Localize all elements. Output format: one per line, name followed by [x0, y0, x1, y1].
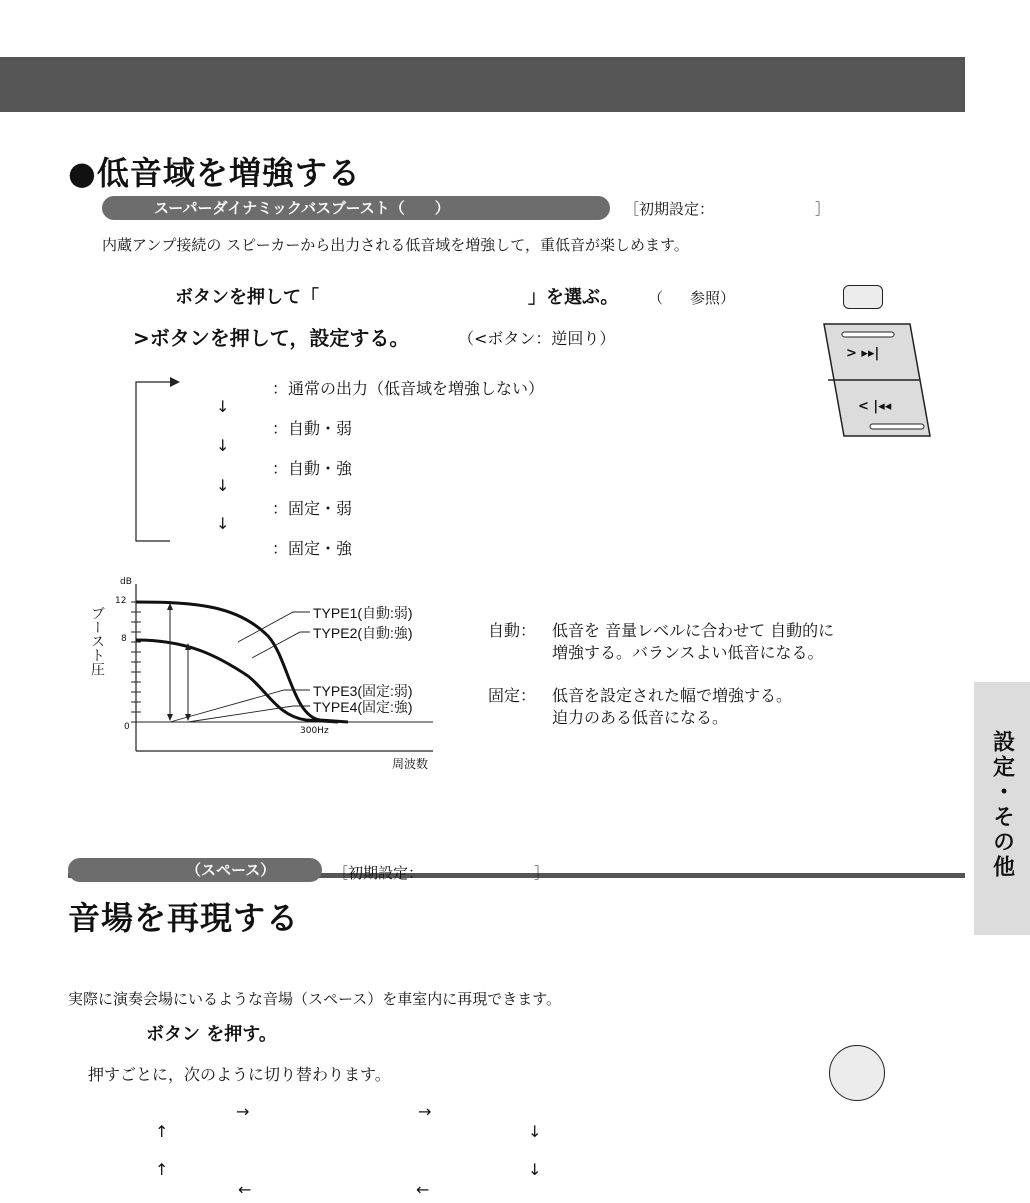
section-description-space: 実際に演奏会場にいるような音場（スペース）を車室内に再現できます。 [68, 990, 562, 1008]
cycle2-arrow-down-1: ↓ [528, 1122, 542, 1141]
cycle2-arrow-right-1: → [236, 1102, 250, 1121]
legend-type1: TYPE1(自動:弱) [313, 605, 413, 621]
y-tick-0: 0 [124, 722, 130, 732]
initial-setting-open: ［初期設定： [624, 200, 715, 218]
x-mark-300hz: 300Hz [300, 726, 329, 736]
y-axis-label: ブースト圧 [89, 606, 105, 676]
section-description-bass: 内蔵アンプ接続の スピーカーから出力される低音域を増強して，重低音が楽しめます。 [102, 236, 689, 254]
feature-pill-space [68, 858, 322, 882]
cycle2-arrow-right-2: → [418, 1102, 432, 1121]
cycle2-arrow-up-2: ↑ [155, 1160, 169, 1179]
space-button-icon [829, 1045, 885, 1101]
seek-buttons-illustration [818, 322, 933, 440]
step1-ref-open: （ [648, 289, 664, 307]
note-fixed-line2: 迫力のある低音になる。 [552, 708, 729, 727]
cycle-arrow: ↓ [216, 436, 230, 455]
legend-type4: TYPE4(固定:強) [313, 699, 413, 715]
leader-type1 [238, 612, 310, 642]
cycle2-arrow-left-2: ← [416, 1180, 430, 1199]
feature-pill-label: スーパーダイナミックバスブースト（ ） [154, 199, 450, 217]
note-auto-line1: 低音を 音量レベルに合わせて 自動的に [552, 621, 835, 640]
feature-pill-bass [102, 196, 610, 220]
note-fixed-term: 固定： [488, 686, 537, 705]
boost-curve-8db [136, 640, 338, 722]
y-tick-12: 12 [115, 596, 127, 606]
note-auto-line2: 増強する。バランスよい低音になる。 [552, 643, 824, 662]
step1-instruction-close: 」を選ぶ。 [528, 287, 619, 308]
initial-setting-close-2: ］ [534, 864, 550, 882]
initial-setting-close: ］ [815, 200, 831, 218]
y-tick-8: 8 [121, 634, 127, 644]
prev-button: < |◂◂ [858, 399, 892, 414]
cycle2-arrow-up-1: ↑ [155, 1122, 169, 1141]
cycle-arrow: ↓ [216, 397, 230, 416]
y-unit-label: dB [120, 577, 132, 587]
legend-type2: TYPE2(自動:強) [313, 625, 413, 641]
cycle-item-fixed-strong: ：固定・強 [272, 539, 353, 558]
cycle2-arrow-down-2: ↓ [528, 1160, 542, 1179]
cycle-item-auto-weak: ：自動・弱 [272, 419, 353, 438]
section-title-space: 音場を再現する [68, 899, 300, 937]
initial-setting-open-2: ［初期設定： [333, 864, 424, 882]
step1-sub-space: 押すごとに，次のように切り替わります。 [88, 1065, 391, 1084]
feature-pill-space-label: （スペース） [186, 861, 276, 879]
cycle-arrow: ↓ [216, 514, 230, 533]
function-button-icon [843, 285, 883, 309]
step2-note: （<ボタン：逆回り） [458, 329, 616, 348]
leader-type2 [252, 632, 310, 658]
cycle-item-normal: ：通常の出力（低音域を増強しない） [272, 379, 545, 398]
step1-instruction-space: ボタン を押す。 [146, 1024, 277, 1045]
cycle2-arrow-left-1: ← [238, 1180, 252, 1199]
cycle-item-fixed-weak: ：固定・弱 [272, 499, 353, 518]
cycle-item-auto-strong: ：自動・強 [272, 459, 353, 478]
next-button: > ▸▸| [846, 346, 880, 361]
leader-type4 [188, 706, 310, 722]
legend-type3: TYPE3(固定:弱) [313, 683, 413, 699]
section-title-bass: ●低音域を増強する [68, 154, 361, 192]
leader-type3 [170, 690, 310, 722]
side-tab-label: 設定・その他 [989, 730, 1015, 880]
x-axis-label: 周波数 [392, 757, 429, 771]
note-fixed-line1: 低音を設定された幅で増強する。 [552, 686, 793, 705]
header-bar [0, 57, 965, 112]
cycle-loop-line [130, 374, 180, 546]
cycle-arrow: ↓ [216, 476, 230, 495]
step2-instruction: >ボタンを押して，設定する。 [133, 326, 410, 350]
step1-instruction: ボタンを押して「 [175, 287, 319, 308]
side-tab-settings[interactable] [974, 682, 1030, 935]
step1-ref: 参照） [690, 289, 736, 307]
note-auto-term: 自動： [488, 621, 537, 640]
